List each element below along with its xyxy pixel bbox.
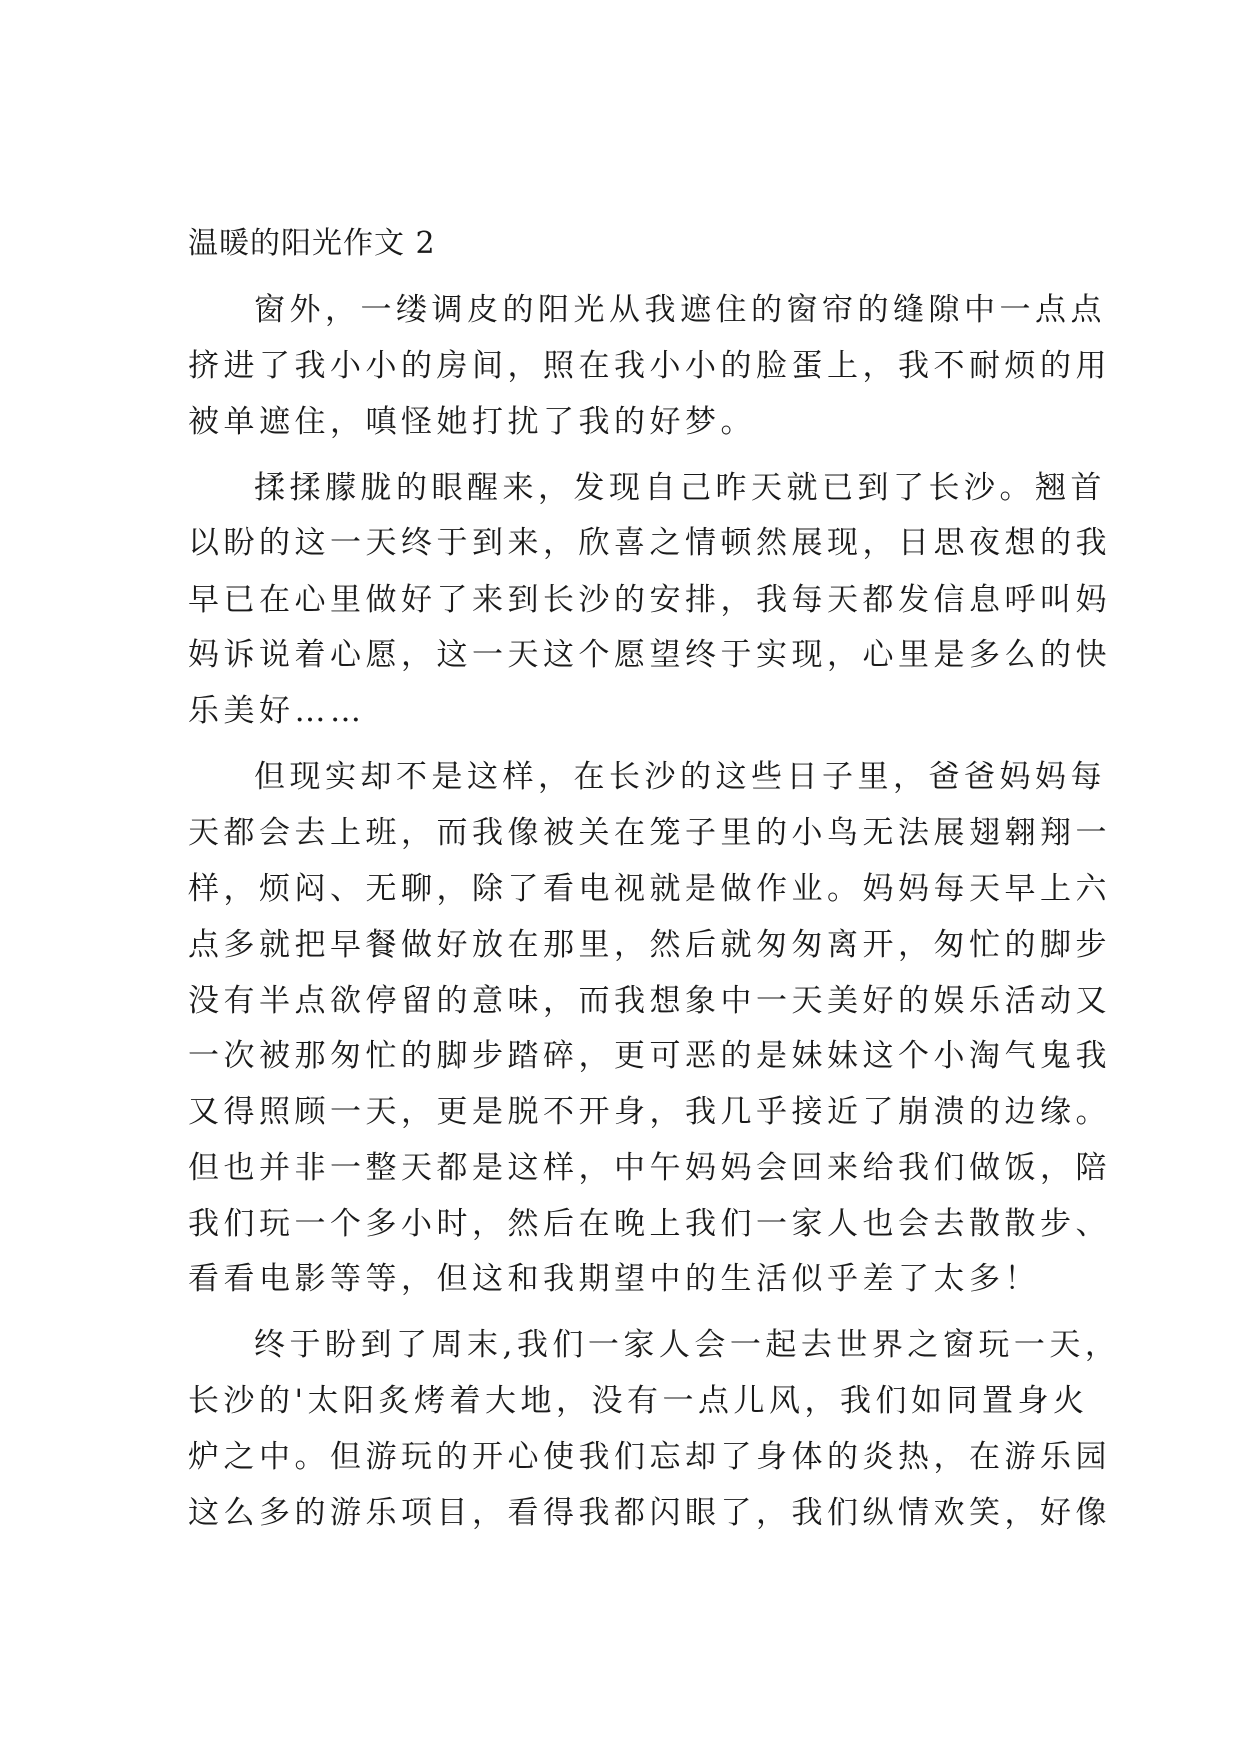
paragraph-3-line-6: 一次被那匆忙的脚步踏碎，更可恶的是妹妹这个小淘气鬼我 [188, 1038, 1111, 1074]
paragraph-4-line-1: 终于盼到了周末,我们一家人会一起去世界之窗玩一天， [254, 1327, 1121, 1363]
paragraph-2-line-1: 揉揉朦胧的眼醒来，发现自己昨天就已到了长沙。翘首 [254, 470, 1106, 506]
paragraph-3-line-5: 没有半点欲停留的意味，而我想象中一天美好的娱乐活动又 [188, 983, 1111, 1019]
paragraph-3-line-3: 样，烦闷、无聊，除了看电视就是做作业。妈妈每天早上六 [188, 871, 1111, 907]
paragraph-3-line-4: 点多就把早餐做好放在那里，然后就匆匆离开，匆忙的脚步 [188, 927, 1111, 963]
paragraph-4-line-4: 这么多的游乐项目，看得我都闪眼了，我们纵情欢笑，好像 [188, 1495, 1111, 1531]
paragraph-2-line-3: 早已在心里做好了来到长沙的安排，我每天都发信息呼叫妈 [188, 582, 1111, 618]
paragraph-3-line-2: 天都会去上班，而我像被关在笼子里的小鸟无法展翅翱翔一 [188, 815, 1111, 851]
paragraph-3-line-10: 看看电影等等，但这和我期望中的生活似乎差了太多！ [188, 1261, 1040, 1297]
paragraph-3-line-1: 但现实却不是这样，在长沙的这些日子里，爸爸妈妈每 [254, 759, 1106, 795]
paragraph-2-line-4: 妈诉说着心愿，这一天这个愿望终于实现，心里是多么的快 [188, 637, 1111, 673]
paragraph-2-line-2: 以盼的这一天终于到来，欣喜之情顿然展现，日思夜想的我 [188, 525, 1111, 561]
paragraph-4-line-2: 长沙的'太阳炙烤着大地，没有一点儿风，我们如同置身火 [188, 1383, 1089, 1419]
paragraph-1-line-1: 窗外，一缕调皮的阳光从我遮住的窗帘的缝隙中一点点 [254, 292, 1106, 328]
paragraph-2-line-5: 乐美好…… [188, 693, 366, 729]
paragraph-1-line-2: 挤进了我小小的房间，照在我小小的脸蛋上，我不耐烦的用 [188, 348, 1111, 384]
paragraph-3-line-9: 我们玩一个多小时，然后在晚上我们一家人也会去散散步、 [188, 1206, 1111, 1242]
paragraph-4-line-3: 炉之中。但游玩的开心使我们忘却了身体的炎热，在游乐园 [188, 1439, 1111, 1475]
paragraph-3-line-8: 但也并非一整天都是这样，中午妈妈会回来给我们做饭，陪 [188, 1150, 1111, 1186]
document-title: 温暖的阳光作文 2 [188, 226, 436, 261]
paragraph-3-line-7: 又得照顾一天，更是脱不开身，我几乎接近了崩溃的边缘。 [188, 1094, 1111, 1130]
paragraph-1-line-3: 被单遮住，嗔怪她打扰了我的好梦。 [188, 404, 756, 440]
